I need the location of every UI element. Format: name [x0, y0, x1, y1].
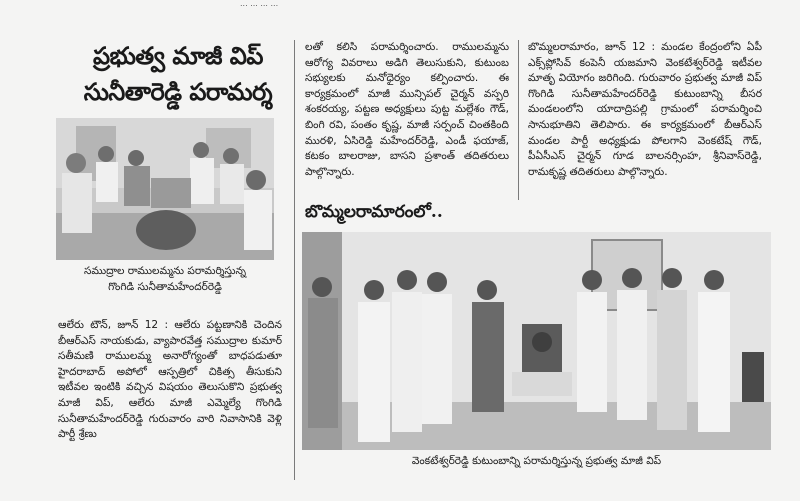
- column-1-paragraph: ఆలేరు టౌన్, జూన్ 12 : ఆలేరు పట్టణానికి చెందిన బీఆర్‌ఎస్ నాయకుడు, వ్యాపారవేత్త సముద్రాల కుమార్ సతీమణి రాములమ్మ అనారోగ్యంతో బాధపడుతూ హైదరాబాద్ అపోలో ఆస్పత్రిలో చికిత్స తీసుకుని ఇటీవల ఇంటికి వచ్చిన విషయం తెలుసుకొని ప్రభుత్వ మాజీ విప్, ఆలేరు మాజీ ఎమ్మెల్యే గొంగిడి సునీతామహేందర్‌రెడ్డి గురువారం వారి నివాసానికి వెళ్లి పార్టీ శ్రేణు: [58, 319, 282, 441]
- headline-line-2: సునీతారెడ్డి పరామర్శ: [83, 77, 273, 106]
- column-1-text: [58, 318, 282, 470]
- photo1-caption-line-2: గొంగిడి సునీతామహేందర్‌రెడ్డి: [108, 281, 222, 293]
- headline-line-1: ప్రభుత్వ మాజీ విప్: [93, 41, 263, 70]
- column-3-paragraph: బొమ్మలరామారం, జూన్ 12 : మండల కేంద్రంలోని ఏపీ ఎక్స్‌ప్లోసివ్ కంపెనీ యజమాని వెంకటేశ్వర్‌రెడ్డి ఇటీవల మాతృ వియోగం జరిగింది. గురువారం ప్రభుత్వ మాజీ విప్ గొంగిడి సునీతామహేందర్‌రెడ్డి కుటుంబాన్ని బీసర మండలంలోని యాదాద్రిపల్లి గ్రామంలో పరామర్శించి సానుభూతిని తెలిపారు. ఈ కార్యక్రమంలో బీఆర్‌ఎస్ మండల పార్టీ అధ్యక్షుడు పోలగాని వెంకటేష్ గౌడ్, పీఏసీఎస్ చైర్మన్ గూడ బాలనర్సింహ, శ్రీనివాస్‌రెడ్డి, రామకృష్ణ తదితరులు పాల్గొన్నారు.: [528, 41, 762, 178]
- photo1-caption: [56, 263, 274, 295]
- photo-visit-venkateshwar-family: [302, 232, 771, 450]
- column-2-paragraph: లతో కలిసి పరామర్శించారు. రాములమ్మను ఆరోగ్య వివరాలు అడిగి తెలుసుకుని, కుటుంబ సభ్యులకు మనోధైర్యం కల్పించారు. ఈ కార్యక్రమంలో మాజీ మున్సిపల్ చైర్మన్ వస్పరి శంకరయ్య, పట్టణ అధ్యక్షులు పుట్ట మల్లేశం గౌడ్, బింగి రవి, పంతం కృష్ణ, మాజీ సర్పంచ్ చింతకింది మురళి, ఏసిరెడ్డి మహేందర్‌రెడ్డి, ఎండీ ఫయాజ్, కటకం బాలరాజు, బాసని ప్రశాంత్ తదితరులు పాల్గొన్నారు.: [305, 41, 509, 178]
- photo-visit-venkateshwar-family-image: [302, 232, 771, 450]
- photo2-caption: వెంకటేశ్వర్‌రెడ్డి కుటుంబాన్ని పరామర్శిస్తున్న ప్రభుత్వ మాజీ విప్: [411, 455, 662, 467]
- column-2-text: [305, 40, 509, 192]
- subheading-bommalaramaram: బొమ్మలరామారంలో..: [305, 202, 443, 222]
- photo-visit-rammulamma: [56, 118, 274, 260]
- column-divider-1: [294, 40, 295, 480]
- column-divider-2: [518, 40, 519, 200]
- photo1-caption-line-1: సముద్రాల రాములమ్మను పరామర్శిస్తున్న: [83, 265, 247, 277]
- photo-visit-rammulamma-image: [56, 118, 274, 260]
- headline: [58, 38, 298, 110]
- column-3-text: [528, 40, 762, 230]
- top-strip-text: ... ... ... ...: [240, 0, 279, 8]
